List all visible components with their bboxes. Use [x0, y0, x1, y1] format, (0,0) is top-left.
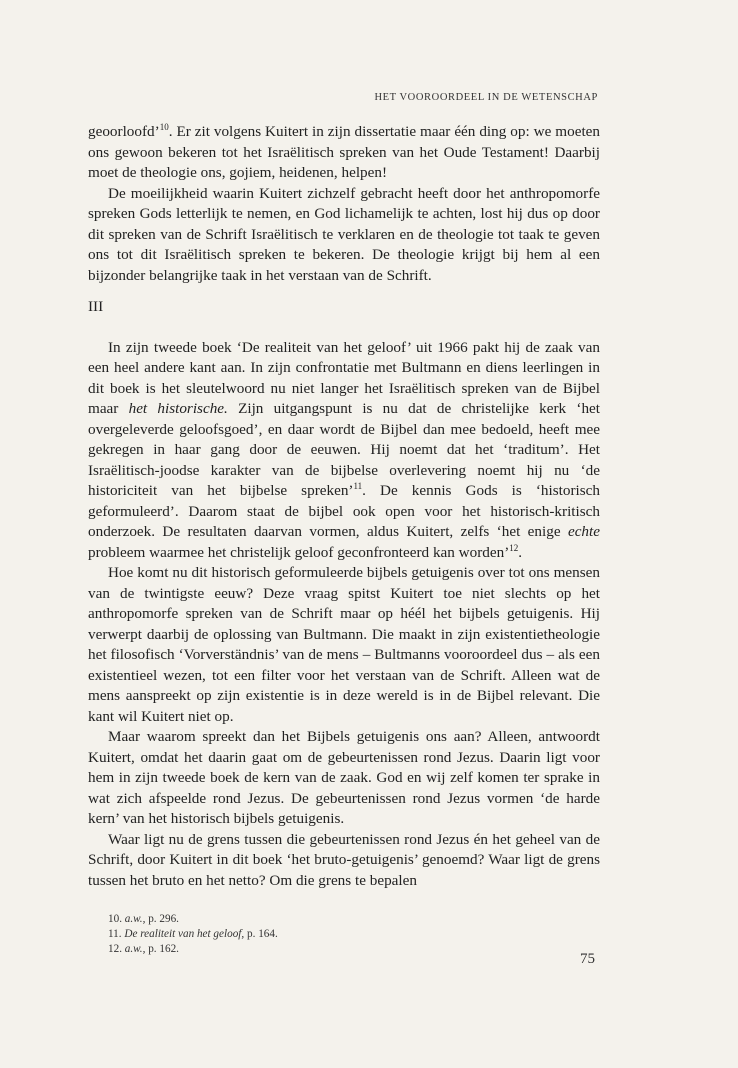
emphasis: echte [567, 523, 600, 540]
footnote-citation: a.w., [124, 943, 146, 955]
footnote-ref-11[interactable]: 11 [353, 480, 363, 491]
paragraph-2: De moeilijkheid waarin Kuitert zichzelf gebracht heeft door het anthropomorfe spreken Gods letterlijk te nemen, en God lichamelijk te achten, lost hij dus op door dit spreken van de Schrift Israëlitisch te verklaren en de theologie tot taak te geven ons tot dit Israëlitisch spreken te bekeren. De theologie krijgt bij hem al een bijzonder belangrijke taak in het verstaan van de Schrift. [88, 184, 600, 284]
footnote-citation: a.w., [124, 913, 146, 925]
paragraph-6: Waar ligt nu de grens tussen die gebeurtenissen rond Jezus én het geheel van de Schrift, door Kuitert in dit boek ‘het bruto-getuigenis’ genoemd? Waar ligt de grens tussen het bruto en het netto? Om die grens te bepalen [88, 830, 600, 889]
footnote-10 [108, 912, 588, 927]
footnote-citation: De realiteit van het geloof, [124, 928, 245, 940]
text-run: . Er zit volgens Kuitert in zijn dissertatie maar één ding op: we moeten ons gewoon bekeren tot het Israëlitisch spreken van het Oude Testament! Daarbij moet de theologie ons, gojiem, heidenen, helpen! [88, 123, 600, 181]
footnote-number: 12. [108, 943, 122, 955]
footnote-number: 11. [108, 928, 122, 940]
paragraph-3 [88, 338, 600, 564]
section-heading: III [88, 298, 104, 315]
footnote-number: 10. [108, 913, 122, 925]
paragraph-5: Maar waarom spreekt dan het Bijbels getuigenis ons aan? Alleen, antwoordt Kuitert, omdat het daarin gaat om de gebeurtenissen rond Jezus. Daarin ligt voor hem in zijn tweede boek de kern van de zaak. God en wij zelf komen ter sprake in wat zich afspeelde rond Jezus. De gebeurtenissen rond Jezus vormen ‘de harde kern’ van het historisch bijbels getuigenis. [88, 728, 600, 827]
running-head: HET VOOROORDEEL IN DE WETENSCHAP [374, 92, 598, 103]
body-text [88, 122, 600, 891]
footnote-page: p. 164. [244, 928, 278, 940]
text-run: In zijn tweede boek ‘De realiteit van het geloof’ uit 1966 pakt hij de zaak van een heel andere kant aan. In zijn confrontatie met Bultmann en diens leerlingen in dit boek is het sleutelwoord nu niet langer het Israëlitisch spreken van de Bijbel maar [88, 338, 600, 417]
page-number: 75 [580, 951, 595, 967]
text-run: . De kennis Gods is ‘historisch geformuleerd’. Daarom staat de bijbel ook open voor het historisch-kritisch onderzoek. De resultaten daarvan vormen, aldus Kuitert, zelfs ‘het enige [88, 482, 600, 540]
footnote-ref-10[interactable]: 10 [159, 121, 169, 132]
text-run: probleem waarmee het christelijk geloof geconfronteerd kan worden’ [88, 543, 510, 561]
footnote-page: p. 296. [145, 913, 179, 925]
footnote-12 [108, 942, 588, 957]
text-run: . [518, 543, 523, 561]
footnote-page: p. 162. [145, 943, 179, 955]
paragraph-4: Hoe komt nu dit historisch geformuleerde bijbels getuigenis over tot ons mensen van de twintigste eeuw? Deze vraag spitst Kuitert toe niet slechts op het anthropomorfe spreken van de Schrift maar op héél het bijbels getuigenis. Hij verwerpt daarbij de oplossing van Bultmann. Die maakt in zijn existentietheologie het filosofisch ‘Vorverständnis’ van de mens – Bultmanns vooroordeel dus – als een existentieel wezen, tot een filter voor het verstaan van de Schrift. Alleen wat de mens aanspreekt op zijn existentie is in deze wereld is in de Bijbel relevant. Die kant wil Kuitert niet op. [88, 564, 600, 725]
footnote-ref-12[interactable]: 12 [509, 542, 519, 553]
emphasis: het historische. [128, 400, 228, 417]
footnotes [108, 912, 588, 957]
text-run: Zijn uitgangspunt is nu dat de christelijke kerk ‘het overgeleverde geloofsgoed’, en daar wordt de Bijbel dan mee bedoeld, heeft mee gekregen in haar gang door de eeuwen. Hij noemt dat het ‘traditum’. Het Israëlitisch-joodse karakter van de bijbelse overlevering noemt hij nu ‘de historiciteit van het bijbelse spreken’ [88, 400, 600, 499]
text-run: geoorloofd’ [88, 123, 160, 140]
footnote-11 [108, 927, 588, 942]
paragraph-1 [88, 122, 600, 184]
